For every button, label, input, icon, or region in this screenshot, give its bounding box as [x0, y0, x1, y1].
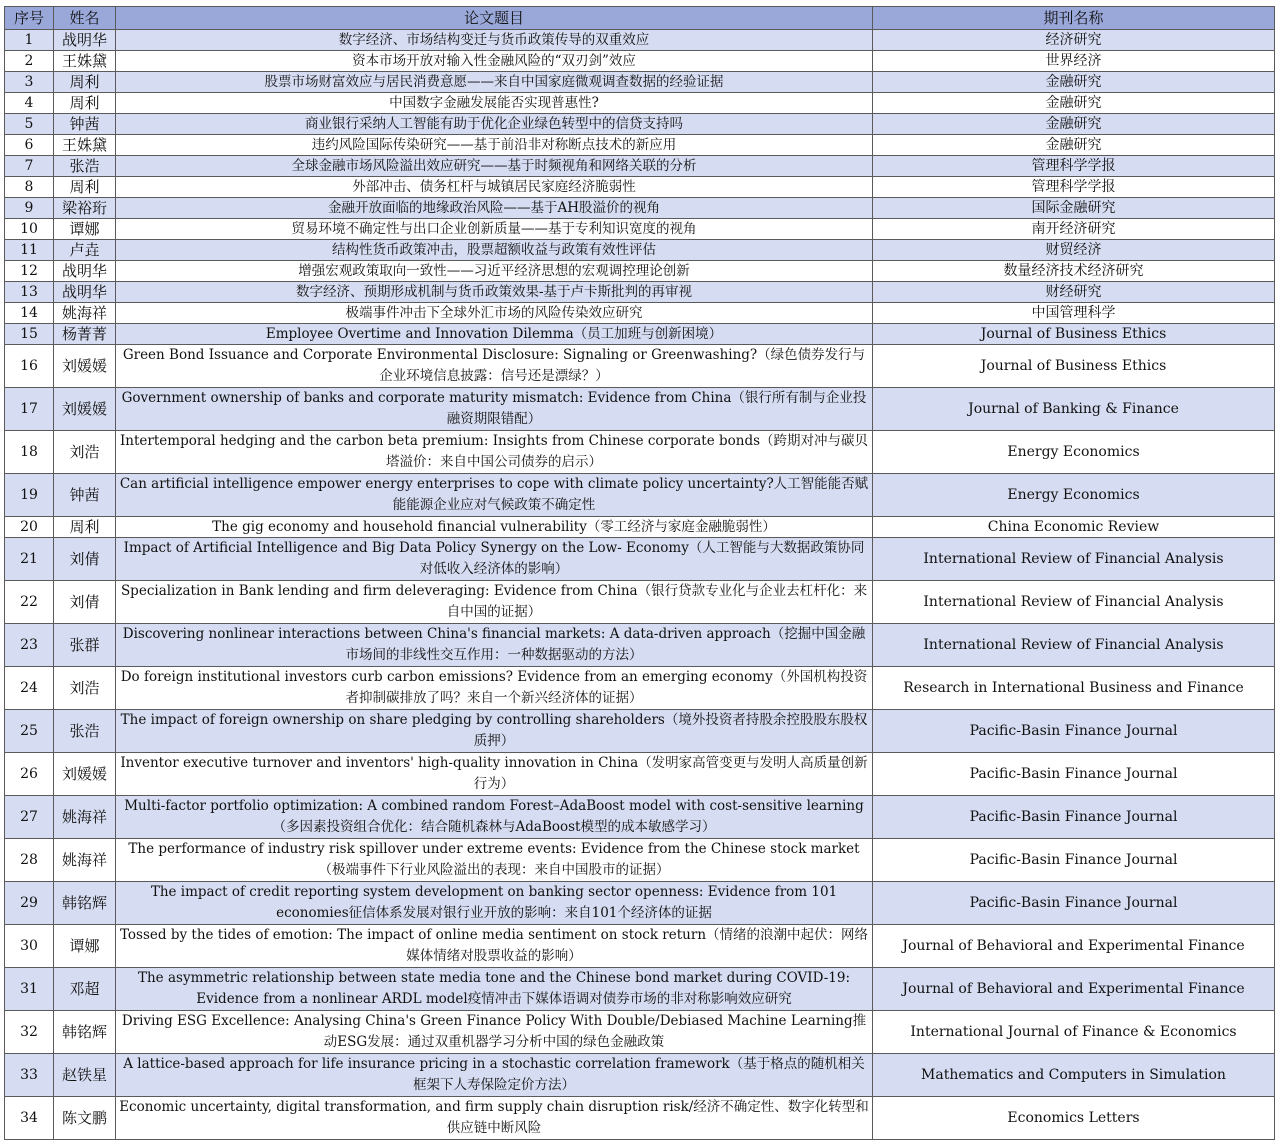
cell-name: 谭娜 [54, 925, 116, 968]
cell-journal: International Review of Financial Analysis [873, 624, 1275, 667]
cell-index: 2 [5, 51, 54, 72]
cell-index: 23 [5, 624, 54, 667]
cell-index: 24 [5, 667, 54, 710]
cell-name: 战明华 [54, 282, 116, 303]
table-row [5, 72, 1275, 93]
cell-name: 杨菁菁 [54, 324, 116, 345]
cell-journal: 管理科学学报 [873, 177, 1275, 198]
table-row [5, 282, 1275, 303]
table-row [5, 925, 1275, 968]
cell-title: Driving ESG Excellence: Analysing China's Green Finance Policy With Double/Debiased Machine Learning推动ESG发展：通过双重机器学习分析中国的绿色金融政策 [116, 1011, 873, 1054]
table-row [5, 240, 1275, 261]
cell-name: 姚海祥 [54, 303, 116, 324]
cell-title: 数字经济、预期形成机制与货币政策效果-基于卢卡斯批判的再审视 [116, 282, 873, 303]
cell-title: 违约风险国际传染研究——基于前沿非对称断点技术的新应用 [116, 135, 873, 156]
cell-journal: Pacific-Basin Finance Journal [873, 753, 1275, 796]
cell-name: 赵铁星 [54, 1054, 116, 1097]
cell-name: 谭娜 [54, 219, 116, 240]
cell-journal: 金融研究 [873, 114, 1275, 135]
cell-journal: 中国管理科学 [873, 303, 1275, 324]
header-row [5, 7, 1275, 30]
cell-name: 姚海祥 [54, 796, 116, 839]
cell-name: 刘倩 [54, 581, 116, 624]
cell-title: Tossed by the tides of emotion: The impact of online media sentiment on stock return（情绪的浪潮中起伏：网络媒体情绪对股票收益的影响） [116, 925, 873, 968]
cell-name: 刘媛媛 [54, 345, 116, 388]
cell-journal: 金融研究 [873, 135, 1275, 156]
cell-index: 22 [5, 581, 54, 624]
cell-index: 19 [5, 474, 54, 517]
cell-title: 全球金融市场风险溢出效应研究——基于时频视角和网络关联的分析 [116, 156, 873, 177]
cell-name: 周利 [54, 177, 116, 198]
cell-title: The asymmetric relationship between state media tone and the Chinese bond market during COVID-19: Evidence from a nonlinear ARDL model疫情冲击下媒体语调对债券市场的非对称影响效应研究 [116, 968, 873, 1011]
cell-index: 4 [5, 93, 54, 114]
cell-journal: 财贸经济 [873, 240, 1275, 261]
cell-title: Can artificial intelligence empower energy enterprises to cope with climate policy uncertainty?人工智能能否赋能能源企业应对气候政策不确定性 [116, 474, 873, 517]
table-row [5, 882, 1275, 925]
table-row [5, 839, 1275, 882]
table-row [5, 1011, 1275, 1054]
table-row [5, 1054, 1275, 1097]
table-row [5, 796, 1275, 839]
cell-title: 资本市场开放对输入性金融风险的“双刃剑”效应 [116, 51, 873, 72]
cell-journal: Journal of Business Ethics [873, 324, 1275, 345]
cell-title: Government ownership of banks and corporate maturity mismatch: Evidence from China（银行所有制与企业投融资期限错配） [116, 388, 873, 431]
cell-name: 周利 [54, 93, 116, 114]
table-row [5, 30, 1275, 51]
header-index: 序号 [5, 7, 54, 30]
cell-journal: 管理科学学报 [873, 156, 1275, 177]
cell-index: 8 [5, 177, 54, 198]
cell-index: 5 [5, 114, 54, 135]
cell-journal: Journal of Behavioral and Experimental Finance [873, 925, 1275, 968]
table-row [5, 219, 1275, 240]
cell-name: 刘浩 [54, 431, 116, 474]
cell-index: 18 [5, 431, 54, 474]
table-row [5, 345, 1275, 388]
cell-name: 王姝黛 [54, 51, 116, 72]
cell-journal: Economics Letters [873, 1097, 1275, 1140]
cell-index: 20 [5, 517, 54, 538]
cell-index: 15 [5, 324, 54, 345]
cell-journal: 数量经济技术经济研究 [873, 261, 1275, 282]
cell-index: 26 [5, 753, 54, 796]
cell-index: 3 [5, 72, 54, 93]
table-row [5, 303, 1275, 324]
table-row [5, 1097, 1275, 1140]
cell-name: 梁裕珩 [54, 198, 116, 219]
cell-journal: 财经研究 [873, 282, 1275, 303]
cell-journal: Energy Economics [873, 431, 1275, 474]
cell-index: 17 [5, 388, 54, 431]
cell-title: 中国数字金融发展能否实现普惠性? [116, 93, 873, 114]
cell-title: Discovering nonlinear interactions between China's financial markets: A data-driven approach（挖掘中国金融市场间的非线性交互作用：一种数据驱动的方法） [116, 624, 873, 667]
cell-journal: 金融研究 [873, 93, 1275, 114]
cell-index: 16 [5, 345, 54, 388]
table-row [5, 93, 1275, 114]
cell-title: Economic uncertainty, digital transformation, and firm supply chain disruption risk/经济不确定性、数字化转型和供应链中断风险 [116, 1097, 873, 1140]
cell-name: 王姝黛 [54, 135, 116, 156]
table-row [5, 968, 1275, 1011]
cell-journal: International Journal of Finance & Economics [873, 1011, 1275, 1054]
cell-journal: International Review of Financial Analysis [873, 581, 1275, 624]
cell-name: 张浩 [54, 710, 116, 753]
cell-name: 钟茜 [54, 474, 116, 517]
cell-index: 10 [5, 219, 54, 240]
table-body [5, 30, 1275, 1140]
cell-name: 战明华 [54, 30, 116, 51]
cell-name: 周利 [54, 517, 116, 538]
cell-title: 极端事件冲击下全球外汇市场的风险传染效应研究 [116, 303, 873, 324]
cell-index: 1 [5, 30, 54, 51]
cell-title: 贸易环境不确定性与出口企业创新质量——基于专利知识宽度的视角 [116, 219, 873, 240]
cell-index: 25 [5, 710, 54, 753]
header-journal: 期刊名称 [873, 7, 1275, 30]
cell-index: 31 [5, 968, 54, 1011]
cell-journal: Pacific-Basin Finance Journal [873, 839, 1275, 882]
cell-title: 结构性货币政策冲击，股票超额收益与政策有效性评估 [116, 240, 873, 261]
cell-name: 姚海祥 [54, 839, 116, 882]
cell-title: Employee Overtime and Innovation Dilemma（员工加班与创新困境） [116, 324, 873, 345]
cell-index: 27 [5, 796, 54, 839]
cell-title: 商业银行采纳人工智能有助于优化企业绿色转型中的信贷支持吗 [116, 114, 873, 135]
cell-title: Inventor executive turnover and inventors' high-quality innovation in China（发明家高管变更与发明人高质量创新行为） [116, 753, 873, 796]
cell-name: 刘媛媛 [54, 388, 116, 431]
cell-journal: 世界经济 [873, 51, 1275, 72]
cell-index: 9 [5, 198, 54, 219]
cell-journal: Pacific-Basin Finance Journal [873, 796, 1275, 839]
cell-title: The impact of foreign ownership on share pledging by controlling shareholders（境外投资者持股余控股股东股权质押） [116, 710, 873, 753]
cell-index: 28 [5, 839, 54, 882]
cell-index: 34 [5, 1097, 54, 1140]
cell-index: 7 [5, 156, 54, 177]
cell-journal: 经济研究 [873, 30, 1275, 51]
cell-index: 12 [5, 261, 54, 282]
cell-journal: Journal of Business Ethics [873, 345, 1275, 388]
table-row [5, 431, 1275, 474]
table-row [5, 388, 1275, 431]
table-header [5, 7, 1275, 30]
cell-name: 邓超 [54, 968, 116, 1011]
cell-title: The performance of industry risk spillover under extreme events: Evidence from the Chinese stock market（极端事件下行业风险溢出的表现：来自中国股市的证据） [116, 839, 873, 882]
table-row [5, 474, 1275, 517]
cell-journal: Research in International Business and Finance [873, 667, 1275, 710]
cell-title: Intertemporal hedging and the carbon beta premium: Insights from Chinese corporate bonds（跨期对冲与碳贝塔溢价：来自中国公司债券的启示） [116, 431, 873, 474]
cell-journal: China Economic Review [873, 517, 1275, 538]
cell-name: 刘倩 [54, 538, 116, 581]
cell-journal: 国际金融研究 [873, 198, 1275, 219]
table-row [5, 538, 1275, 581]
cell-name: 张浩 [54, 156, 116, 177]
cell-title: The gig economy and household financial vulnerability（零工经济与家庭金融脆弱性） [116, 517, 873, 538]
cell-name: 钟茜 [54, 114, 116, 135]
cell-name: 陈文鹏 [54, 1097, 116, 1140]
cell-name: 卢垚 [54, 240, 116, 261]
table-row [5, 624, 1275, 667]
cell-journal: Pacific-Basin Finance Journal [873, 710, 1275, 753]
cell-name: 刘媛媛 [54, 753, 116, 796]
table-row [5, 753, 1275, 796]
table-row [5, 198, 1275, 219]
cell-title: Multi-factor portfolio optimization: A combined random Forest–AdaBoost model with cost-sensitive learning（多因素投资组合优化：结合随机森林与AdaBoost模型的成本敏感学习） [116, 796, 873, 839]
cell-title: A lattice-based approach for life insurance pricing in a stochastic correlation framework（基于格点的随机相关框架下人寿保险定价方法） [116, 1054, 873, 1097]
cell-title: 外部冲击、债务杠杆与城镇居民家庭经济脆弱性 [116, 177, 873, 198]
table-row [5, 51, 1275, 72]
table-row [5, 581, 1275, 624]
cell-journal: 南开经济研究 [873, 219, 1275, 240]
header-name: 姓名 [54, 7, 116, 30]
cell-index: 29 [5, 882, 54, 925]
cell-journal: International Review of Financial Analysis [873, 538, 1275, 581]
cell-index: 13 [5, 282, 54, 303]
cell-title: 增强宏观政策取向一致性——习近平经济思想的宏观调控理论创新 [116, 261, 873, 282]
cell-title: Specialization in Bank lending and firm deleveraging: Evidence from China（银行贷款专业化与企业去杠杆化：来自中国的证据） [116, 581, 873, 624]
cell-title: 股票市场财富效应与居民消费意愿——来自中国家庭微观调查数据的经验证据 [116, 72, 873, 93]
cell-title: Do foreign institutional investors curb carbon emissions? Evidence from an emerging economy（外国机构投资者抑制碳排放了吗？来自一个新兴经济体的证据） [116, 667, 873, 710]
cell-title: 金融开放面临的地缘政治风险——基于AH股溢价的视角 [116, 198, 873, 219]
cell-name: 战明华 [54, 261, 116, 282]
cell-journal: Journal of Banking & Finance [873, 388, 1275, 431]
cell-index: 32 [5, 1011, 54, 1054]
cell-index: 14 [5, 303, 54, 324]
cell-title: The impact of credit reporting system development on banking sector openness: Evidence from 101 economies征信体系发展对银行业开放的影响：来自101个经济体的证据 [116, 882, 873, 925]
table-row [5, 156, 1275, 177]
table-row [5, 177, 1275, 198]
cell-name: 张群 [54, 624, 116, 667]
cell-name: 韩铭辉 [54, 1011, 116, 1054]
table-row [5, 324, 1275, 345]
header-title: 论文题目 [116, 7, 873, 30]
cell-index: 6 [5, 135, 54, 156]
cell-name: 周利 [54, 72, 116, 93]
cell-journal: Pacific-Basin Finance Journal [873, 882, 1275, 925]
cell-name: 韩铭辉 [54, 882, 116, 925]
cell-index: 33 [5, 1054, 54, 1097]
cell-name: 刘浩 [54, 667, 116, 710]
table-row [5, 261, 1275, 282]
cell-title: Green Bond Issuance and Corporate Environmental Disclosure: Signaling or Greenwashing?（绿色债券发行与企业环境信息披露：信号还是漂绿？） [116, 345, 873, 388]
table-row [5, 114, 1275, 135]
cell-index: 30 [5, 925, 54, 968]
cell-journal: Energy Economics [873, 474, 1275, 517]
cell-journal: Journal of Behavioral and Experimental Finance [873, 968, 1275, 1011]
publications-table [4, 6, 1275, 1140]
table-row [5, 667, 1275, 710]
table-row [5, 135, 1275, 156]
table-row [5, 710, 1275, 753]
table-wrapper [4, 6, 1274, 1140]
cell-index: 11 [5, 240, 54, 261]
cell-journal: Mathematics and Computers in Simulation [873, 1054, 1275, 1097]
cell-journal: 金融研究 [873, 72, 1275, 93]
cell-title: Impact of Artificial Intelligence and Big Data Policy Synergy on the Low- Economy（人工智能与大数据政策协同对低收入经济体的影响） [116, 538, 873, 581]
table-row [5, 517, 1275, 538]
cell-index: 21 [5, 538, 54, 581]
cell-title: 数字经济、市场结构变迁与货币政策传导的双重效应 [116, 30, 873, 51]
